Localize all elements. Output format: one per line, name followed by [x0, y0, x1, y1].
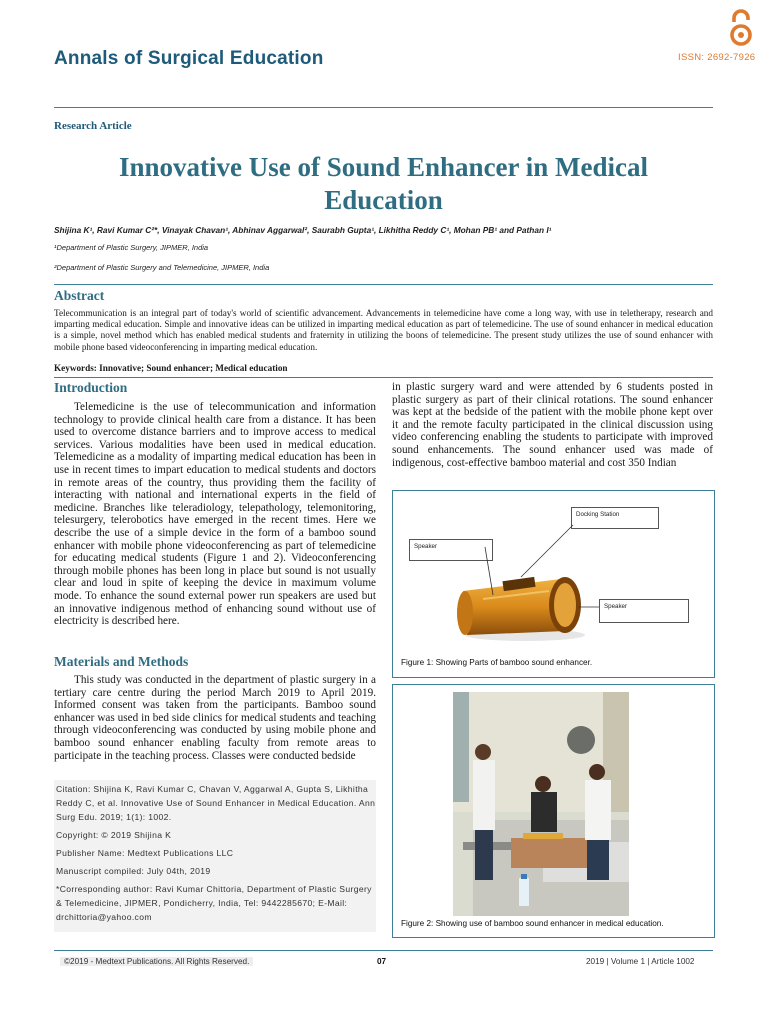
open-access-icon [727, 8, 755, 48]
footer-volume: 2019 | Volume 1 | Article 1002 [586, 957, 695, 966]
abstract-divider [54, 284, 713, 285]
article-type: Research Article [54, 120, 132, 132]
compiled-text: Manuscript compiled: July 04th, 2019 [56, 866, 211, 876]
keywords-divider [54, 377, 713, 378]
introduction-heading: Introduction [54, 380, 128, 395]
methods-heading: Materials and Methods [54, 654, 189, 669]
leader-lines [393, 491, 714, 677]
figure-1-caption: Figure 1: Showing Parts of bamboo sound enhancer. [401, 658, 593, 667]
keywords: Keywords: Innovative; Sound enhancer; Medical education [54, 363, 288, 373]
affiliation-1: ¹Department of Plastic Surgery, JIPMER, India [54, 243, 209, 252]
abstract-heading: Abstract [54, 288, 105, 303]
bedside-teaching-photo [453, 692, 629, 916]
introduction-text: Telemedicine is the use of telecommunication and information technology to provide clinical health care from a distance. It has been used to overcome distance barriers and to improve access to medical services. Various modalities have been used in medical education. Telemedicine as a modality of imparting medical education has been in use in recent times to impart education to medical students and doctors in remote areas of the country, thus providing them the facility of interacting with national and international experts in the field of medicine. Branches like teleradiology, telepathology, telemonitoring, telesurgery, telerobotics have emerged in the recent times. Here we describe the use of a simple device in the form of a bamboo sound enhancer with mobile phone videoconferencing as part of telemedicine for educating medical students (Figure 1 and 2). Videoconferencing through mobile phones has been long in place but sound is not usually clear and loud in spite of keeping the device in maximum volume mode. To enhance the sound external power run speakers are used but an innovative indigenous method of enhancing sound without use of electricity is described here. [54, 401, 376, 628]
copyright-text: Copyright: © 2019 Shijina K [56, 830, 172, 840]
issn: ISSN: 2692-7926 [678, 52, 756, 63]
article-title [54, 151, 713, 217]
speaker-label-left: Speaker [409, 539, 493, 561]
citation-text: Citation: Shijina K, Ravi Kumar C, Chavan V, Aggarwal A, Gupta S, Likhitha Reddy C, et al. Innovative Use of Sound Enhancer in Medical Education. Ann Surg Edu. 2019; 1(1): 1002. [56, 784, 376, 822]
docking-station-label: Docking Station [571, 507, 659, 529]
abstract-text: Telecommunication is an integral part of today's world of scientific advancement. Advancements in telemedicine have come a long way, with use in teletherapy, research and imparting medical education. Simple and innovative ideas can be utilized in imparting medical education as part of telemedicine. The use of sound enhancer in medical education is a simple, novel method which has enabled medical students and fraternity in utilizing the boons of telemedicine. The present study utilizes the use of sound enhancer with mobile phone based videoconferencing in imparting medical education. [54, 308, 713, 352]
title-line-1: Innovative Use of Sound Enhancer in Medical [118, 152, 649, 182]
citation-box [54, 780, 376, 932]
page-number: 07 [377, 957, 387, 966]
author-list: Shijina K¹, Ravi Kumar C²*, Vinayak Chavan¹, Abhinav Aggarwal², Saurabh Gupta¹, Likhitha Reddy C¹, Mohan PB¹ and Pathan I¹ [54, 225, 552, 235]
footer-copyright: ©2019 - Medtext Publications. All Rights Reserved. [60, 957, 253, 966]
methods-text-left: This study was conducted in the department of plastic surgery in a tertiary care centre during the period March 2019 to April 2019. Informed consent was taken from the participants. Bamboo sound enhancer was used in bed side clinics for medical students and teaching through videoconferencing was conducted by using mobile phone and bamboo sound enhancer enabling faculty from remote areas to participate in the teaching process. Classes were conducted bedside [54, 674, 376, 762]
journal-title: Annals of Surgical Education [54, 48, 324, 69]
figure-2 [392, 684, 715, 938]
affiliation-2: ²Department of Plastic Surgery and Telemedicine, JIPMER, India [54, 263, 270, 272]
header-divider [54, 107, 713, 108]
corresponding-author-text: *Corresponding author: Ravi Kumar Chittoria, Department of Plastic Surgery & Telemedicine, JIPMER, Pondicherry, India, Tel: 9442285670; E-Mail: drchittoria@yahoo.com [56, 884, 372, 922]
footer-divider [54, 950, 713, 951]
title-line-2: Education [324, 185, 443, 215]
speaker-label-right: Speaker [599, 599, 689, 623]
methods-text-right: in plastic surgery ward and were attended by 6 students posted in plastic surgery as part of their clinical rotations. The sound enhancer was kept at the bedside of the patient with the mobile phone kept over it and the remote faculty participated in the clinical discussion using video conferencing enabling the students to participate with improved sound enhancements. The sound enhancer used was made of indigenous, cost-effective bamboo material and cost 350 Indian [392, 381, 713, 469]
figure-2-caption: Figure 2: Showing use of bamboo sound enhancer in medical education. [401, 919, 664, 928]
publisher-text: Publisher Name: Medtext Publications LLC [56, 848, 234, 858]
figure-1 [392, 490, 715, 678]
